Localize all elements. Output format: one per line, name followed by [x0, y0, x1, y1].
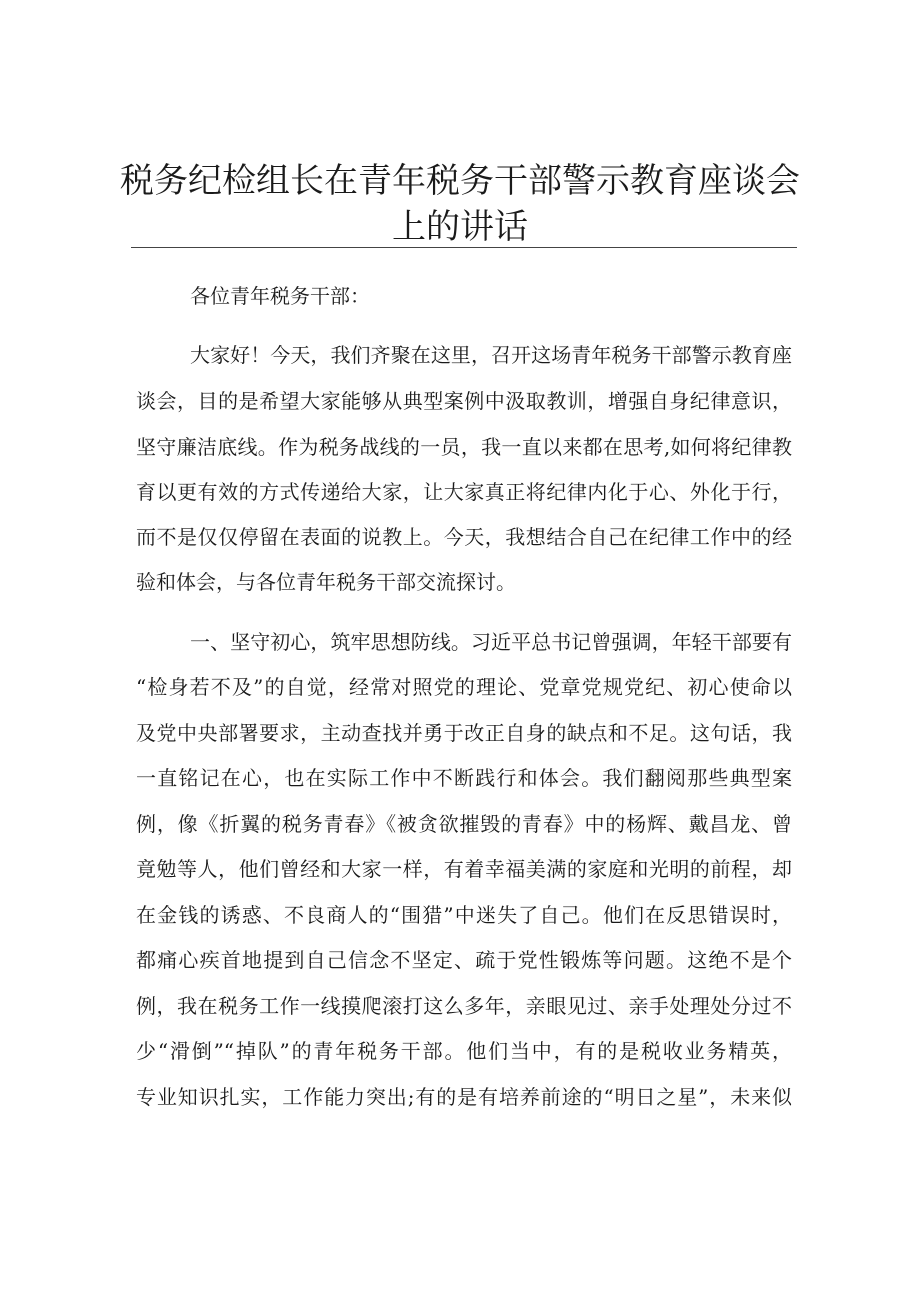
paragraph-2-line: 竟勉等人，他们曾经和大家一样，有着幸福美满的家庭和光明的前程，却 — [136, 857, 792, 881]
paragraph-2-line: 少“滑倒”“掉队”的青年税务干部。他们当中，有的是税收业务精英， — [136, 1039, 792, 1063]
document-title — [0, 158, 920, 250]
paragraph-2-line: 例，我在税务工作一线摸爬滚打这么多年，亲眼见过、亲手处理处分过不 — [136, 994, 792, 1018]
greeting: 各位青年税务干部： — [190, 284, 370, 308]
paragraph-2-line: 及党中央部署要求，主动查找并勇于改正自身的缺点和不足。这句话，我 — [136, 721, 792, 745]
paragraph-1-line: 育以更有效的方式传递给大家，让大家真正将纪律内化于心、外化于行， — [136, 480, 792, 504]
paragraph-1-line: 而不是仅仅停留在表面的说教上。今天，我想结合自己在纪律工作中的经 — [136, 525, 792, 549]
title-line-1: 税务纪检组长在青年税务干部警示教育座谈会 — [120, 161, 800, 201]
paragraph-2-line: “检身若不及”的自觉，经常对照党的理论、党章党规党纪、初心使命以 — [136, 675, 792, 699]
paragraph-2-line: 一、坚守初心，筑牢思想防线。习近平总书记曾强调，年轻干部要有 — [190, 630, 792, 654]
paragraph-2-line: 在金钱的诱惑、不良商人的“围猎”中迷失了自己。他们在反思错误时， — [136, 903, 792, 927]
paragraph-1-line: 坚守廉洁底线。作为税务战线的一员，我一直以来都在思考,如何将纪律教 — [136, 435, 792, 459]
paragraph-1-line: 验和体会，与各位青年税务干部交流探讨。 — [136, 570, 516, 594]
title-underline — [131, 247, 797, 248]
paragraph-2-line: 都痛心疾首地提到自己信念不坚定、疏于党性锻炼等问题。这绝不是个 — [136, 948, 792, 972]
paragraph-2-line: 一直铭记在心，也在实际工作中不断践行和体会。我们翻阅那些典型案 — [136, 766, 792, 790]
paragraph-2-line: 例，像《折翼的税务青春》《被贪欲摧毁的青春》中的杨辉、戴昌龙、曾 — [136, 812, 792, 836]
title-line-2: 上的讲话 — [392, 207, 528, 247]
paragraph-1-line: 大家好！今天，我们齐聚在这里，召开这场青年税务干部警示教育座 — [190, 343, 792, 367]
paragraph-2-line: 专业知识扎实，工作能力突出;有的是有培养前途的“明日之星”，未来似 — [136, 1085, 792, 1109]
paragraph-1-line: 谈会，目的是希望大家能够从典型案例中汲取教训，增强自身纪律意识， — [136, 389, 792, 413]
